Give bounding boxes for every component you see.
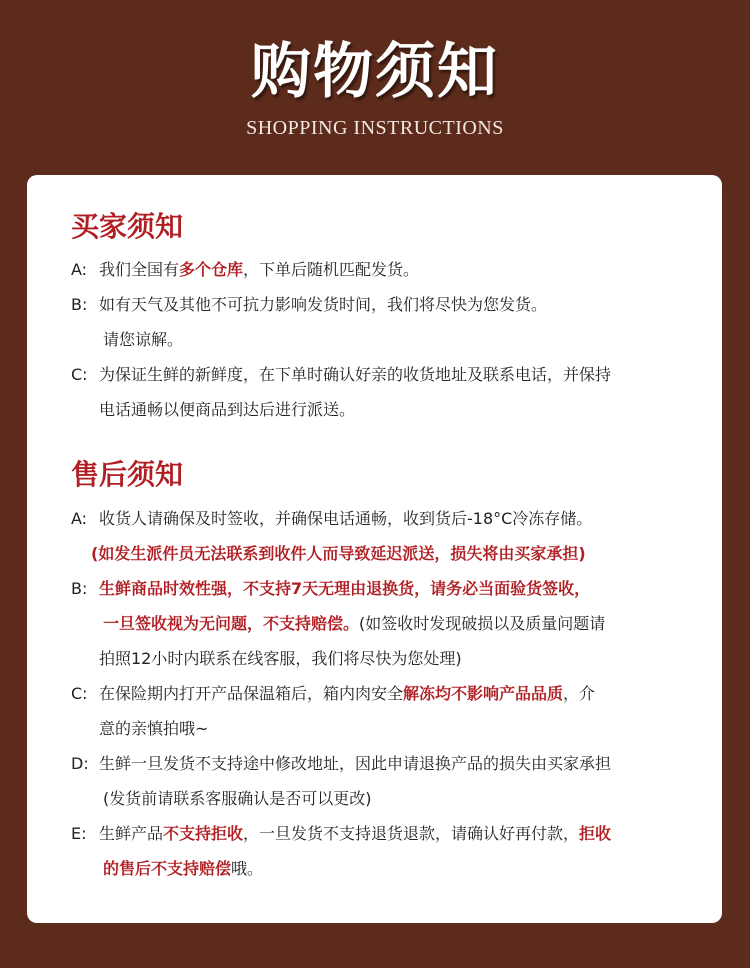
- item-label: C:: [71, 684, 88, 703]
- aftersales-section-title: 售后须知: [71, 458, 184, 491]
- item-text: ，介: [563, 684, 596, 703]
- item-text: 哦。: [231, 859, 264, 878]
- page-subtitle: SHOPPING INSTRUCTIONS: [246, 117, 504, 139]
- item-label: B:: [71, 579, 88, 598]
- item-text: 如有天气及其他不可抗力影响发货时间，我们将尽快为您发货。: [99, 295, 548, 314]
- item-text: 生鲜产品: [99, 824, 164, 843]
- item-label: A:: [71, 509, 88, 528]
- item-text: 请您谅解。: [103, 330, 184, 349]
- highlight-text: 解冻均不影响产品品质: [403, 684, 564, 703]
- highlight-text: 一旦签收视为无问题，不支持赔偿。: [103, 614, 360, 633]
- aftersales-item-b-cont2: [99, 642, 711, 676]
- aftersales-item-b: [71, 572, 711, 606]
- item-label: C:: [71, 365, 88, 384]
- item-text: ，下单后随机匹配发货。: [243, 260, 420, 279]
- highlight-text: (如发生派件员无法联系到收件人而导致延迟派送，损失将由买家承担): [91, 544, 586, 563]
- aftersales-item-b-cont: [103, 607, 711, 641]
- item-text: (发货前请联系客服确认是否可以更改): [103, 789, 372, 808]
- item-text: 收货人请确保及时签收，并确保电话通畅，收到货后-18°C冷冻存储。: [99, 509, 593, 528]
- buyer-section-title: 买家须知: [71, 210, 184, 243]
- item-text: 电话通畅以便商品到达后进行派送。: [99, 400, 356, 419]
- aftersales-item-e: [71, 817, 711, 851]
- instructions-card: [27, 175, 722, 923]
- buyer-item-c: [71, 358, 711, 392]
- buyer-item-a: [71, 253, 711, 287]
- page-title: 购物须知: [251, 37, 499, 107]
- buyer-item-b: [71, 288, 711, 322]
- aftersales-item-c: [71, 677, 711, 711]
- item-text: 生鲜一旦发货不支持途中修改地址，因此申请退换产品的损失由买家承担: [99, 754, 612, 773]
- item-text: (如签收时发现破损以及质量问题请: [359, 614, 606, 633]
- aftersales-item-e-cont: [103, 852, 711, 886]
- item-text: 意的亲慎拍哦~: [99, 719, 209, 738]
- highlight-text: 多个仓库: [179, 260, 244, 279]
- aftersales-item-a-note: [91, 537, 731, 571]
- aftersales-item-d-cont: [103, 782, 711, 816]
- item-text: ，一旦发货不支持退货退款，请确认好再付款，: [243, 824, 580, 843]
- aftersales-item-d: [71, 747, 711, 781]
- page-header: [0, 0, 750, 175]
- highlight-text: 生鲜商品时效性强，不支持7天无理由退换货，请务必当面验货签收，: [99, 579, 591, 598]
- highlight-text: 拒收: [579, 824, 612, 843]
- item-label: E:: [71, 824, 87, 843]
- aftersales-item-a: [71, 502, 711, 536]
- highlight-text: 不支持拒收: [163, 824, 244, 843]
- item-label: A:: [71, 260, 88, 279]
- buyer-item-b-cont: [103, 323, 711, 357]
- buyer-item-c-cont: [99, 393, 711, 427]
- item-label: D:: [71, 754, 89, 773]
- aftersales-item-c-cont: [99, 712, 711, 746]
- item-text: 拍照12小时内联系在线客服，我们将尽快为您处理): [99, 649, 462, 668]
- item-text: 为保证生鲜的新鲜度，在下单时确认好亲的收货地址及联系电话，并保持: [99, 365, 612, 384]
- item-text: 我们全国有: [99, 260, 180, 279]
- item-text: 在保险期内打开产品保温箱后，箱内肉安全: [99, 684, 404, 703]
- highlight-text: 的售后不支持赔偿: [103, 859, 232, 878]
- item-label: B:: [71, 295, 88, 314]
